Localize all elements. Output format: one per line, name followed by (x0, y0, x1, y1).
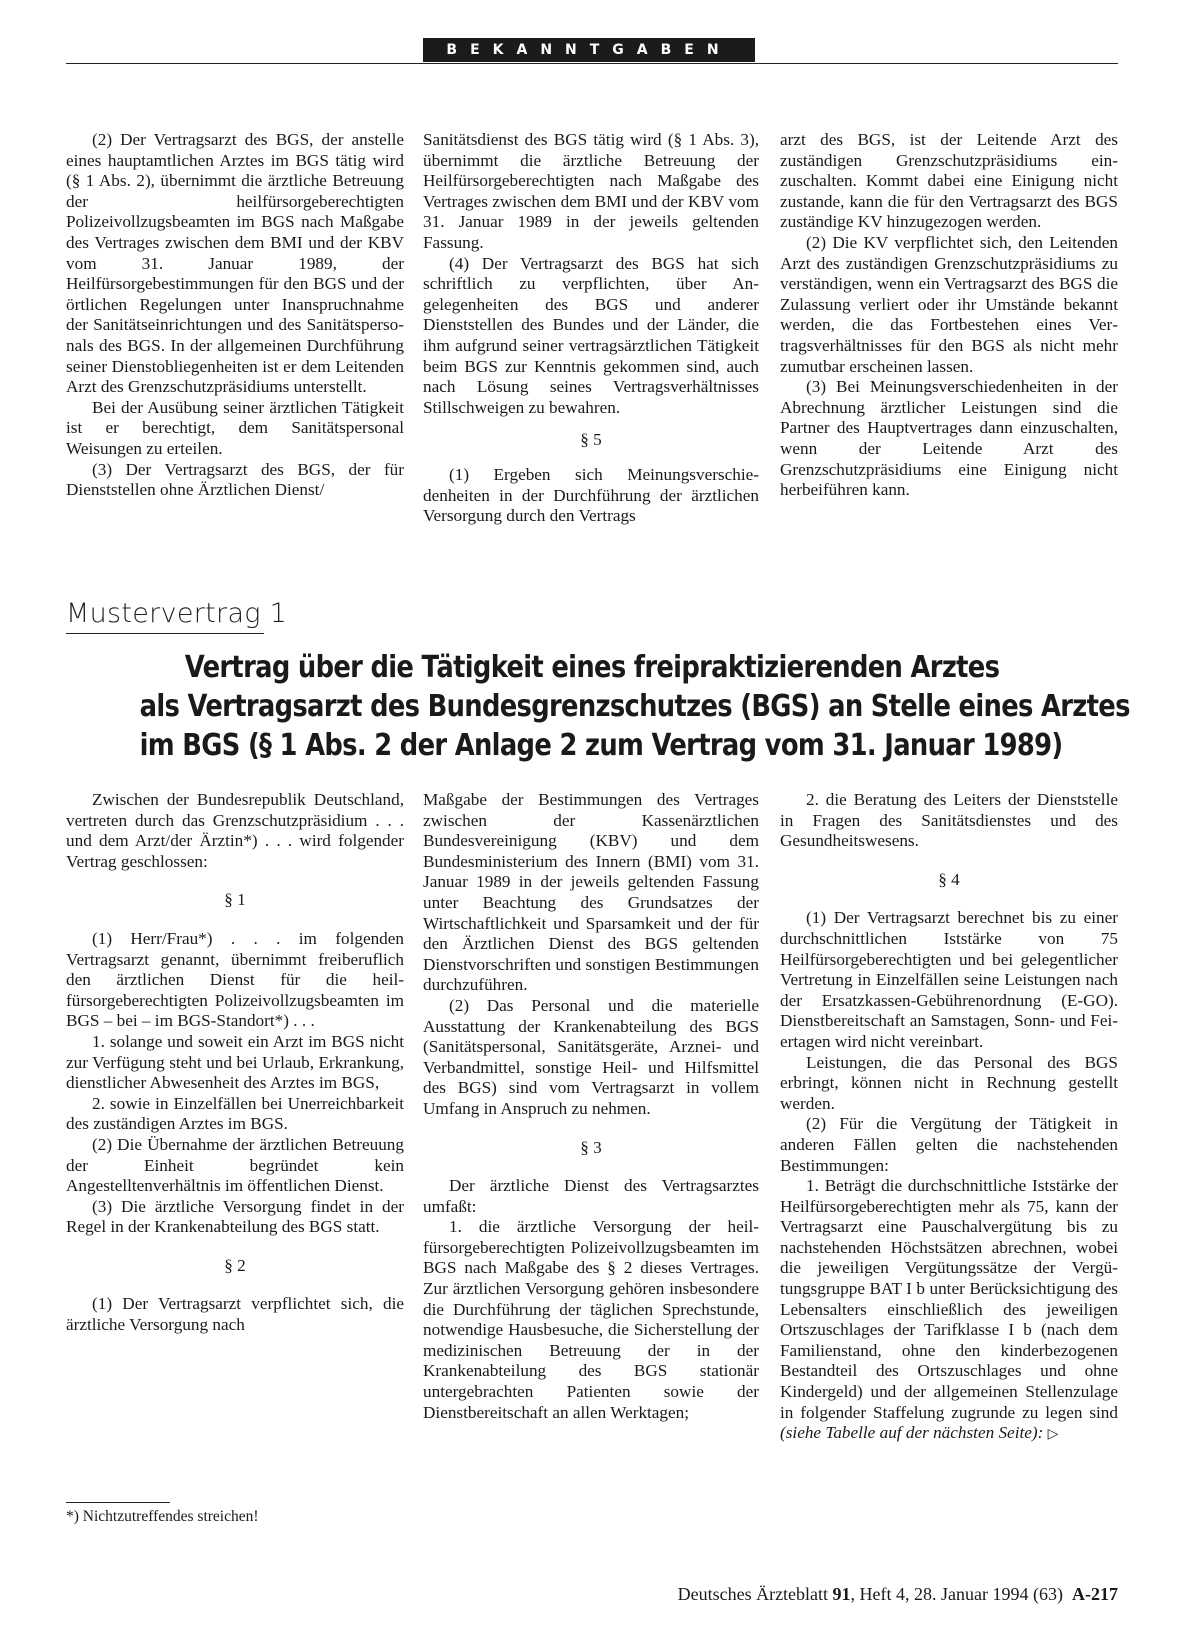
paragraph: Maßgabe der Bestimmungen des Vertrages zwischen der Kassenärztlichen Bundesvereinigung (KBV) und dem Bundesministerium des Innern (BMI) vom 31. Januar 1989 in der jeweils geltenden Fassung unter Beachtung des Grundsatzes der Wirtschaftlichkeit und Sparsamkeit und der für den Ärztlichen Dienst des BGS geltenden Dienstvorschriften und sonstigen Bestimmungen durchzuführen. (423, 790, 759, 995)
paragraph: 2. die Beratung des Leiters der Dienststelle in Fragen des Sanitätsdienstes und des Gesundheitswesens. (780, 790, 1118, 851)
top-column-1 (66, 130, 404, 501)
headline-line: im BGS (§ 1 Abs. 2 der Anlage 2 zum Vertrag vom 31. Januar 1989) (139, 728, 1063, 763)
continue-arrow-icon: ▷ (1047, 1426, 1059, 1443)
paragraph: Bei der Ausübung seiner ärztlichen Tätigkeit ist er berechtigt, dem Sanitätspersonal Weisungen zu erteilen. (66, 397, 404, 458)
paragraph: (3) Der Vertragsarzt des BGS, der für Dienststellen ohne Ärztlichen Dienst/ (66, 459, 404, 500)
bottom-column-1 (66, 790, 404, 1336)
paragraph: (2) Die KV verpflichtet sich, den Leitenden Arzt des zuständigen Grenzschutzpräsidiums zu verständigen, wenn ein Vertragsarzt des BGS die Zulassung verliert oder ihr Umstände bekannt werden, die das Fortbestehen eines Vertragsverhältnisses für den BGS als nicht mehr zumutbar erscheinen lassen. (780, 232, 1118, 376)
bottom-column-3 (780, 790, 1118, 1445)
section-banner: BEKANNTGABEN (423, 38, 755, 62)
paragraph: Der ärztliche Dienst des Vertragsarztes umfaßt: (423, 1176, 759, 1216)
paragraph: (1) Der Vertragsarzt berechnet bis zu einer durchschnittlichen Iststärke von 75 Heilfürsorgeberechtigten und bei gelegentlicher Vertretung in Einzelfällen seine Leistungen nach der Ersatzkassen-Gebührenordnung (E-GO). Dienstbereitschaft an Samstagen, Sonn- und Feiertagen wird nicht vereinbart. (780, 908, 1118, 1051)
headline-line: als Vertragsarzt des Bundesgrenzschutzes (BGS) an Stelle eines Arztes (139, 689, 1130, 724)
article-kicker: Mustervertrag 1 (66, 598, 288, 629)
paragraph: 1. die ärztliche Versorgung der heilfürsorgeberechtigten Polizeivollzugsbeamten im BGS nach Maßgabe des § 2 dieses Vertrages. Zur ärztlichen Versorgung gehören insbesondere die Durchführung der täglichen Sprechstunde, notwendige Hausbesuche, die Sicherstellung der medizinischen Betreuung der in der Krankenabteilung des BGS stationär untergebrachten Patienten sowie der Dienstbereitschaft an allen Werktagen; (423, 1217, 759, 1422)
paragraph: Leistungen, die das Personal des BGS erbringt, können nicht in Rechnung gestellt werden. (780, 1052, 1118, 1113)
footnote-rule (66, 1502, 170, 1503)
paragraph: arzt des BGS, ist der Leitende Arzt des zuständigen Grenzschutzpräsidiums einzuschalten. Kommt dabei eine Einigung nicht zustande, kann die für den Vertragsarzt des BGS zuständige KV hinzugezogen werden. (780, 130, 1118, 232)
paragraph: 2. sowie in Einzelfällen bei Unerreichbarkeit des zuständigen Arztes im BGS. (66, 1093, 404, 1134)
paragraph: (3) Bei Meinungsverschiedenheiten in der Abrechnung ärztlicher Leistungen sind die Partner des Hauptvertrages dann einzuschalten, wenn der Leitende Arzt des Grenzschutzpräsidiums eine Einigung nicht herbeiführen kann. (780, 377, 1118, 500)
paragraph-text: 1. Beträgt die durchschnittliche Iststärke der Heilfürsorgeberechtigten mehr als 75, kann der Vertragsarzt eine Pauschalvergütung bis zu nachstehenden Höchstsätzen abrechnen, wobei die jeweiligen Vergütungssätze der Vergütungsgruppe BAT I b unter Berücksichtigung des Lebensalters einschließlich des jeweiligen Ortszuschlages der Tarifklasse I b (nach dem Familienstand, ohne den kinderbezogenen Bestandteil des Ortszuschlages und ohne Kindergeld) und der allgemeinen Stellenzulage in folgender Staffelung zugrunde zu legen sind (780, 1176, 1118, 1422)
issue-info: , Heft 4, 28. Januar 1994 (63) (850, 1584, 1063, 1604)
paragraph: (4) Der Vertragsarzt des BGS hat sich schriftlich zu verpflichten, über Angelegenheiten des BGS und anderer Dienststellen des Bundes und der Länder, die ihm aufgrund seiner vertragsärztlichen Tätigkeit beim BGS zur Kenntnis gekommen sind, auch nach Lösung seines Vertragsverhältnisses Stillschweigen zu bewahren. (423, 253, 759, 417)
paragraph: (2) Für die Vergütung der Tätigkeit in anderen Fällen gelten die nachstehenden Bestimmungen: (780, 1114, 1118, 1175)
paragraph: (2) Der Vertragsarzt des BGS, der anstelle eines hauptamtlichen Arztes im BGS tätig wird (§ 1 Abs. 2), übernimmt die ärztliche Betreuung der heilfürsorgeberechtigten Polizeivollzugsbeamten im BGS nach Maßgabe des Vertrages zwischen dem BMI und der KBV vom 31. Januar 1989, der Heilfürsorgebestimmungen für den BGS und der örtlichen Regelungen unter Inanspruchnahme der Sanitätseinrichtungen und des Sanitätspersonals des BGS. In der allgemeinen Durchführung seiner Dienstobliegenheiten ist er dem Leitenden Arzt des Grenzschutzpräsidiums unterstellt. (66, 130, 404, 397)
journal-name: Deutsches Ärzteblatt (677, 1584, 829, 1604)
paragraph: Zwischen der Bundesrepublik Deutschland, vertreten durch das Grenzschutzpräsidium . . . und dem Arzt/der Ärztin*) . . . wird folgender Vertrag geschlossen: (66, 790, 404, 871)
section-heading: § 2 (224, 1255, 246, 1275)
paragraph: (2) Das Personal und die materielle Ausstattung der Krankenabteilung des BGS (Sanitätspersonal, Sanitätsgeräte, Arznei- und Verbandmittel, sonstige Heil- und Hilfsmittel des BGS) sind vom Vertragsarzt in vollem Umfang in Anspruch zu nehmen. (423, 995, 759, 1118)
table-reference: (siehe Tabelle auf der nächsten Seite): (780, 1423, 1044, 1443)
header-rule (66, 63, 1118, 64)
footnote: *) Nichtzutreffendes streichen! (66, 1508, 259, 1525)
section-heading: § 4 (938, 869, 960, 889)
paragraph: (3) Die ärztliche Versorgung findet in der Regel in der Krankenabteilung des BGS statt. (66, 1196, 404, 1237)
paragraph: (1) Der Vertragsarzt verpflichtet sich, die ärztliche Versorgung nach (66, 1294, 404, 1335)
page-footer (678, 1584, 1118, 1605)
section-heading: § 3 (580, 1137, 602, 1157)
section-heading: § 1 (224, 890, 246, 910)
section-heading: § 5 (580, 430, 602, 450)
paragraph: (1) Ergeben sich Meinungsverschiedenheiten in der Durchführung der ärztlichen Versorgung durch den Vertrags (423, 464, 759, 526)
paragraph: (1) Herr/Frau*) . . . im folgenden Vertragsarzt genannt, übernimmt freiberuflich den ärztlichen Dienst für die heilfürsorgeberechtigten Polizeivollzugsbeamten im BGS – bei – im BGS-Standort*) . . . (66, 928, 404, 1031)
paragraph: Sanitätsdienst des BGS tätig wird (§ 1 Abs. 3), übernimmt die ärztliche Betreuung der Heilfürsorgeberechtigten nach Maßgabe des Vertrages zwischen dem BMI und der KBV vom 31. Januar 1989 in der jeweils geltenden Fassung. (423, 130, 759, 252)
paragraph (780, 1176, 1118, 1445)
headline-line: Vertrag über die Tätigkeit eines freipraktizierenden Arztes (184, 650, 1000, 685)
page-number: A-217 (1072, 1584, 1118, 1604)
top-column-3 (780, 130, 1118, 501)
bottom-column-2 (423, 790, 759, 1423)
article-headline (139, 648, 1130, 765)
kicker-underline (66, 633, 264, 634)
paragraph: (2) Die Übernahme der ärztlichen Betreuung der Einheit begründet kein Angestelltenverhältnis im öffentlichen Dienst. (66, 1134, 404, 1196)
top-column-2 (423, 130, 759, 527)
volume: 91 (832, 1584, 851, 1604)
paragraph: 1. solange und soweit ein Arzt im BGS nicht zur Verfügung steht und bei Urlaub, Erkrankung, dienstlicher Abwesenheit des Arztes im BGS, (66, 1031, 404, 1093)
